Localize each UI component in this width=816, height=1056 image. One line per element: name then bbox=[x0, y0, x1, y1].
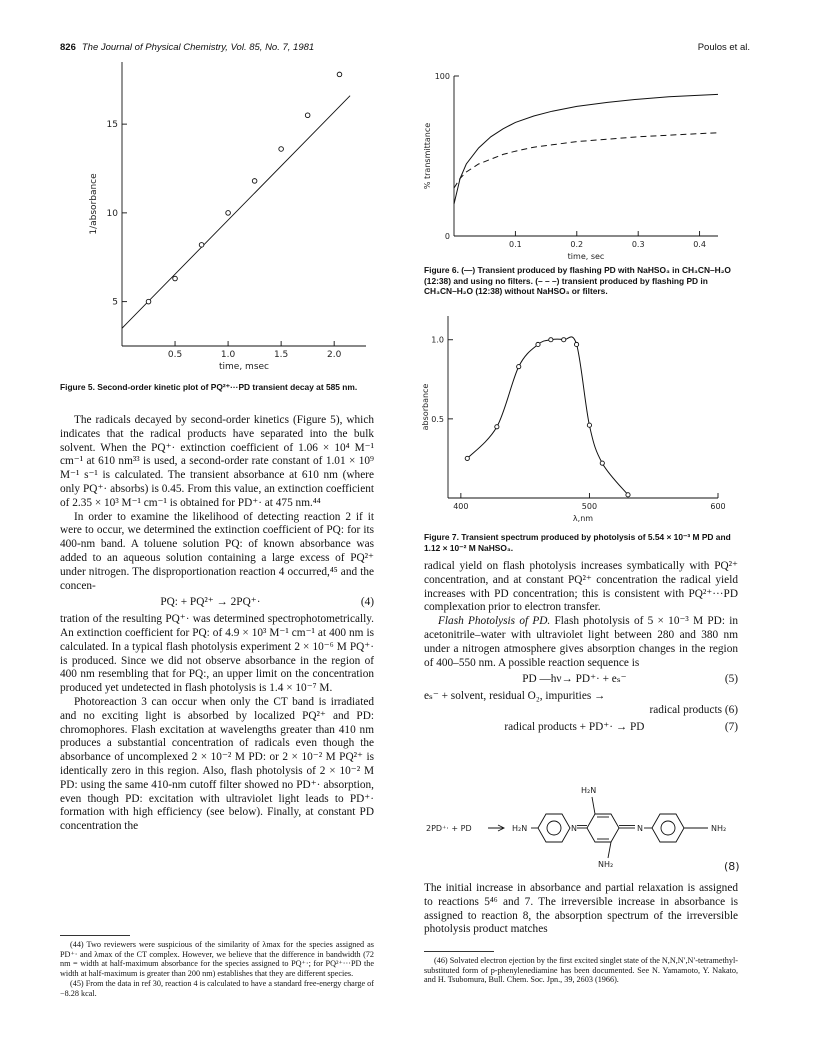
right-footnotes bbox=[424, 956, 738, 986]
reaction-8-lhs: 2PD⁺· + PD bbox=[426, 824, 472, 833]
figure-7-text: Transient spectrum produced by photolysis of 5.54 × 10⁻³ M PD and 1.12 × 10⁻² M NaHSO₃. bbox=[424, 532, 731, 553]
fig6-x-axis-label: time, sec bbox=[567, 252, 605, 261]
fig5-y-tick-label: 5 bbox=[112, 297, 118, 308]
fig5-data-point bbox=[199, 243, 204, 248]
fig7-data-point bbox=[574, 342, 578, 346]
fig5-marks bbox=[122, 72, 350, 328]
fig6-y-tick-label: 0 bbox=[444, 232, 450, 241]
left-paragraph-4: Photoreaction 3 can occur when only the CT band is irradiated and no exciting light is absorbed by localized PQ²⁺ and PD: chromophores. Flash excitation at wavelengths greater than 410 nm produces a substantial concentration of radicals even though the absorbance of uncomplexed 2 × 10⁻² M PD: or 2 × 10⁻² M PQ²⁺ is identically zero in this region. Also, flash photolysis of 2 × 10⁻² M PD: using the same 410-nm cutoff filter showed no PD⁺· absorption, even though PD: excitation with ultraviolet light leads to PD⁺· formation with high efficiency (see below). Finally, at constant PD concentration the bbox=[60, 695, 374, 833]
fig6-y-axis-label: % transmittance bbox=[423, 122, 432, 190]
figure-6-text: (—) Transient produced by flashing PD with NaHSO₃ in CH₃CN–H₂O (12:38) and using no filters. (– – –) transient produced by flashing PD in CH₃CN–H₂O (12:38) without NaHSO₃ or filters. bbox=[424, 265, 731, 296]
fig7-x-axis-label: λ,nm bbox=[572, 514, 594, 523]
right-paragraph-2-text: Flash photolysis of 5 × 10⁻³ M PD: in acetonitrile–water with ultraviolet light between 280 and 380 nm under a nitrogen atmosphere gives absorption changes in the region of 400–550 nm. A possible reaction sequence is bbox=[424, 615, 738, 669]
reaction-8-structure bbox=[424, 782, 738, 872]
left-paragraph-3: tration of the resulting PQ⁺· was determined spectrophotometrically. An extinction coefficient for PQ: of 4.9 × 10³ M⁻¹ cm⁻¹ at 400 nm is calculated. In a typical flash photolysis experiment 2 × 10⁻⁶ M PQ⁺· is produced. Since we did not observe absorbance in the region of 400 nm resembling that for PQ:, an upper limit on the concentration produced yet undetected in flash photolysis is 1.4 × 10⁻⁷ M. bbox=[60, 613, 374, 695]
journal-header bbox=[60, 42, 314, 53]
fig7-data-point bbox=[562, 338, 566, 342]
figure-7-label: Figure 7. bbox=[424, 532, 459, 542]
fig5-data-point bbox=[337, 72, 342, 77]
amine-top-label: H₂N bbox=[581, 786, 597, 795]
fig7-data-point bbox=[587, 423, 591, 427]
fig5-fit-line bbox=[122, 96, 350, 329]
figure-5-chart bbox=[60, 60, 376, 385]
fig5-y-tick-label: 15 bbox=[106, 120, 118, 131]
section-title: Flash Photolysis of PD. bbox=[438, 615, 551, 628]
fig5-x-tick-label: 0.5 bbox=[167, 350, 183, 360]
amine-left-label: H₂N bbox=[512, 824, 528, 833]
fig7-data-point bbox=[600, 461, 604, 465]
fig5-data-point bbox=[305, 113, 310, 118]
equation-4-number: (4) bbox=[360, 596, 374, 609]
fig6-dashed-series bbox=[454, 133, 718, 188]
fig5-x-axis-label: time, msec bbox=[219, 362, 269, 372]
left-paragraph-2: In order to examine the likelihood of detecting reaction 2 if it were to occur, we determined the extinction coefficient of PQ: for its 400-nm band. A toluene solution PQ: of known absorbance was added to an aqueous solution containing a large excess of PQ²⁺ under nitrogen. The disproportionation reaction 4 occurred,⁴⁵ and the concen- bbox=[60, 510, 374, 592]
figure-6-chart bbox=[418, 66, 738, 266]
imine-nitrogen-left: N bbox=[571, 824, 577, 833]
footnote-44: (44) Two reviewers were suspicious of the similarity of λmax for the species assigned as PD⁺· and λmax of the CT complex. However, we believe that the difference in bandwidth (72 nm = width at half-maximum absorbance for the species assigned to PQ⁺·; for PQ²⁺···PD the width at half-maximum is greater than 200 nm) establishes that they are different species. bbox=[60, 940, 374, 978]
fig5-y-tick-label: 10 bbox=[106, 208, 118, 219]
fig5-data-point bbox=[173, 276, 178, 281]
right-paragraph-3: The initial increase in absorbance and partial relaxation is assigned to reactions 5⁴⁶ and 7. The irreversible increase in absorbance is assigned to reaction 8, the absorption spectrum of the irreversible photolysis product matches bbox=[424, 882, 738, 936]
fig6-x-tick-label: 0.4 bbox=[693, 240, 706, 249]
fig6-solid-series bbox=[454, 94, 718, 204]
fig6-axes bbox=[423, 72, 718, 261]
benzene-ring-left bbox=[538, 814, 570, 842]
fig5-data-point bbox=[226, 211, 231, 216]
bond-bottom-amine bbox=[608, 842, 611, 858]
equation-6-line1: eₛ⁻ + solvent, residual O₂, impurities → bbox=[424, 690, 606, 703]
fig7-y-tick-label: 0.5 bbox=[431, 414, 444, 424]
imine-nitrogen-right: N bbox=[637, 824, 643, 833]
left-column bbox=[60, 414, 374, 834]
fig5-data-point bbox=[146, 299, 151, 304]
benzene-ring-right bbox=[652, 814, 684, 842]
fig5-axes bbox=[89, 62, 366, 372]
equation-4 bbox=[60, 596, 374, 610]
equation-8-number: (8) bbox=[724, 860, 740, 873]
fig7-x-tick-label: 400 bbox=[453, 502, 469, 511]
fig7-marks bbox=[465, 337, 630, 497]
fig7-data-point bbox=[495, 425, 499, 429]
fig5-x-tick-label: 1.0 bbox=[220, 350, 236, 360]
journal-title: The Journal of Physical Chemistry, Vol. 85, No. 7, 1981 bbox=[81, 42, 315, 53]
left-paragraph-1: The radicals decayed by second-order kinetics (Figure 5), which indicates that the radical products have separated into the bulk solvent. When the PQ⁺· extinction coefficient of 1.06 × 10⁴ M⁻¹ cm⁻¹ at 610 nm³³ is used, a second-order rate constant of 1.01 × 10⁹ M⁻¹ s⁻¹ is calculated. The transient absorbance at 610 nm (where only PQ⁺· absorbs) is 0.45. From this value, an extinction coefficient of 2.35 × 10³ M⁻¹ cm⁻¹ is obtained for PD⁺· at 475 nm.⁴⁴ bbox=[60, 414, 374, 509]
left-footnotes bbox=[60, 940, 374, 1000]
fig7-data-point bbox=[626, 493, 630, 497]
fig5-y-axis-label: 1/absorbance bbox=[89, 173, 99, 235]
fig7-axes bbox=[421, 316, 726, 523]
fig7-y-axis-label: absorbance bbox=[421, 383, 430, 431]
left-footnote-rule bbox=[60, 935, 130, 936]
figure-6-caption bbox=[424, 265, 736, 297]
equation-5-number: (5) bbox=[724, 673, 738, 686]
fig7-data-point bbox=[549, 338, 553, 342]
right-footnote-rule bbox=[424, 951, 494, 952]
fig6-x-tick-label: 0.2 bbox=[570, 240, 584, 249]
fig6-y-tick-label: 100 bbox=[434, 72, 450, 81]
fig7-y-tick-label: 1.0 bbox=[431, 335, 444, 345]
quinone-ring bbox=[587, 814, 619, 842]
fig7-spectrum-curve bbox=[467, 337, 628, 495]
fig5-data-point bbox=[252, 179, 257, 184]
fig5-data-point bbox=[279, 147, 284, 152]
amine-bottom-label: NH₂ bbox=[598, 860, 614, 869]
equation-5 bbox=[424, 673, 738, 687]
fig6-x-tick-label: 0.1 bbox=[509, 240, 522, 249]
amine-right-label: NH₂ bbox=[711, 824, 727, 833]
figure-5-caption bbox=[60, 382, 372, 393]
fig7-x-tick-label: 500 bbox=[581, 502, 598, 511]
fig5-x-tick-label: 2.0 bbox=[327, 350, 342, 360]
equation-4-body: PQ: + PQ²⁺ → 2PQ⁺· bbox=[160, 596, 261, 609]
figure-7-chart bbox=[418, 312, 738, 524]
fig5-x-tick-label: 1.5 bbox=[273, 350, 289, 360]
fig6-x-tick-label: 0.3 bbox=[631, 240, 645, 249]
page-number: 826 bbox=[60, 42, 76, 53]
equation-7-number: (7) bbox=[724, 720, 738, 733]
fig7-data-point bbox=[517, 365, 521, 369]
figure-5-text: Second-order kinetic plot of PQ²⁺···PD transient decay at 585 nm. bbox=[97, 382, 358, 392]
fig7-x-tick-label: 600 bbox=[710, 502, 726, 511]
footnote-46: (46) Solvated electron ejection by the first excited singlet state of the N,N,N′,N′-tetramethyl-substituted form of p-phenylenediamine has been documented. See N. Yamamoto, Y. Nakato, and H. Tsubomura, Bull. Chem. Soc. Jpn., 39, 2603 (1966). bbox=[424, 956, 738, 985]
aromatic-circle-left bbox=[547, 821, 561, 835]
fig6-marks bbox=[454, 94, 718, 204]
fig7-data-point bbox=[536, 342, 540, 346]
figure-7-caption bbox=[424, 532, 736, 553]
right-paragraph-2 bbox=[424, 615, 738, 670]
right-paragraph-1: radical yield on flash photolysis increases symbatically with PQ²⁺ concentration, and at constant PQ²⁺ concentration the radical yield increases with PD concentration; this is consistent with PQ²⁺···PD complexation prior to electron transfer. bbox=[424, 560, 738, 614]
reaction-arrow bbox=[488, 825, 504, 831]
right-column-lower bbox=[424, 882, 738, 937]
right-column bbox=[424, 560, 738, 738]
equation-5-body: PD —hν→ PD⁺· + eₛ⁻ bbox=[522, 673, 627, 686]
bond-top-amine bbox=[592, 797, 595, 814]
aromatic-circle-right bbox=[661, 821, 675, 835]
footnote-45: (45) From the data in ref 30, reaction 4 is calculated to have a standard free-energy charge of −8.28 kcal. bbox=[60, 979, 374, 998]
figure-6-label: Figure 6. bbox=[424, 265, 459, 275]
running-head: Poulos et al. bbox=[697, 42, 750, 53]
equation-6-line2: radical products (6) bbox=[649, 703, 738, 716]
figure-5-label: Figure 5. bbox=[60, 382, 95, 392]
equation-7-body: radical products + PD⁺· → PD bbox=[504, 720, 645, 733]
equation-7 bbox=[424, 721, 738, 735]
fig7-data-point bbox=[465, 456, 469, 460]
